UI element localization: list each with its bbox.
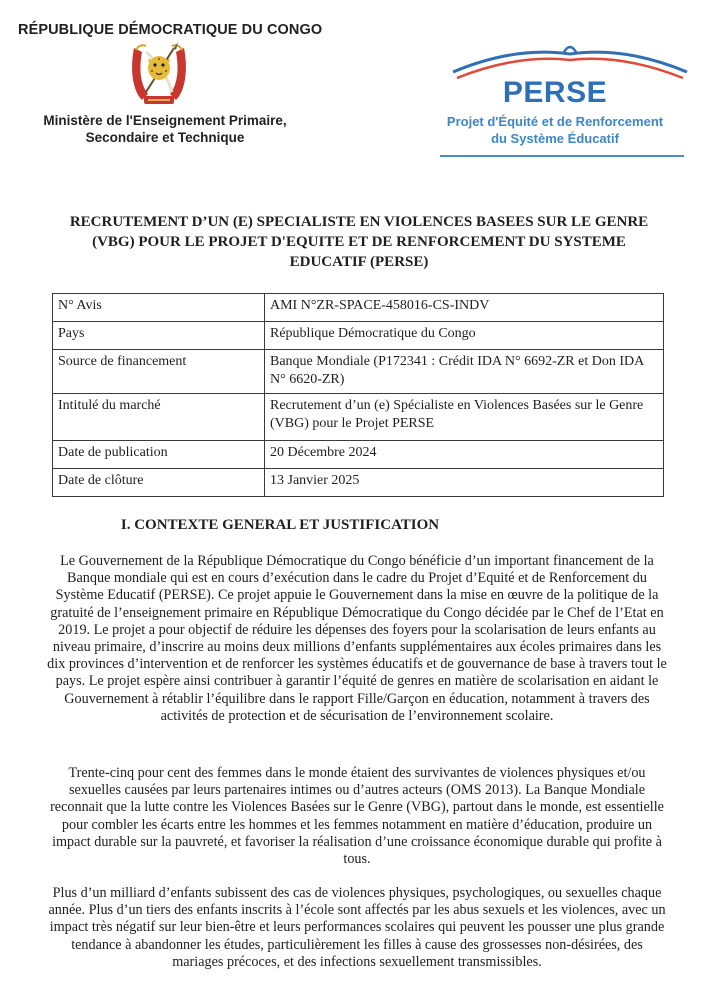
ministry-line-1: Ministère de l'Enseignement Primaire,	[43, 113, 287, 128]
row-value: AMI N°ZR-SPACE-458016-CS-INDV	[265, 294, 664, 322]
paragraph-children-violence: Plus d’un milliard d’enfants subissent des cas de violences physiques, psychologiques, ou sexuelles chaque année. Plus d’un tiers des enfants inscrits à l’école sont affectés par les abus sexuels et les violences, avec un impact très négatif sur leur bien-être et leurs performances scolaires qui peuvent les pousser une plus grande tendance à abandonner les études, particulièrement les filles à cause des grossesses non-désirées, des mariages précoces, et des infections sexuellement transmissibles.	[48, 885, 666, 970]
country-heading: RÉPUBLIQUE DÉMOCRATIQUE DU CONGO	[18, 22, 323, 38]
drc-coat-of-arms-icon	[128, 38, 190, 108]
table-row	[53, 294, 664, 322]
row-value: 20 Décembre 2024	[265, 441, 664, 469]
table-row	[53, 322, 664, 350]
notice-info-table	[52, 293, 664, 497]
row-value: Recrutement d’un (e) Spécialiste en Violences Basées sur le Genre (VBG) pour le Projet PERSE	[265, 394, 664, 441]
section-heading: I. CONTEXTE GENERAL ET JUSTIFICATION	[120, 517, 440, 533]
paragraph-context: Le Gouvernement de la République Démocratique du Congo bénéficie d’un important financement de la Banque mondiale qui est en cours d’exécution dans le cadre du Projet d’Equité et de Renforcement du Système Educatif (PERSE). Ce projet appuie le Gouvernement dans la mise en œuvre de la politique de la gratuité de l’enseignement primaire en République Démocratique du Congo décidée par le Chef de l’Etat en 2019. Le projet a pour objectif de réduire les dépenses des foyers pour la scolarisation de leurs enfants au niveau primaire, d’inscrire au moins deux millions d’enfants supplémentaires aux écoles primaires dans les dix provinces d’intervention et de renforcer les systèmes éducatifs et de gouvernance de base à travers tout le pays. Le projet espère ainsi contribuer à garantir l’équité de genres en matière de scolarisation en aidant le Gouvernement à rétablir l’équilibre dans le rapport Fille/Garçon en éducation, notamment à travers des activités de protection et de sécurisation de l’environnement scolaire.	[47, 553, 667, 724]
title-line-3: EDUCATIF (PERSE)	[289, 254, 429, 270]
table-row	[53, 350, 664, 394]
row-label: Date de publication	[53, 441, 265, 469]
paragraph-statistics: Trente-cinq pour cent des femmes dans le monde étaient des survivantes de violences physiques et/ou sexuelles causées par leurs partenaires intimes ou d’autres acteurs (OMS 2013). La Banque Mondiale reconnait que la lutte contre les Violences Basées sur le Genre (VBG), partout dans le monde, est essentielle pour combler les écarts entre les hommes et les femmes notamment en matière d’éducation, produire un impact durable sur la pauvreté, et favoriser la réalisation d’une croissance économique durable qui profite à tous.	[50, 765, 664, 868]
row-label: Pays	[53, 322, 265, 350]
row-label: Date de clôture	[53, 469, 265, 497]
header-divider	[440, 155, 684, 157]
perse-logo-name: PERSE	[502, 76, 608, 109]
ministry-line-2: Secondaire et Technique	[85, 130, 245, 145]
title-line-2: (VBG) POUR LE PROJET D'EQUITE ET DE RENFORCEMENT DU SYSTEME	[92, 234, 626, 250]
table-row	[53, 469, 664, 497]
title-line-1: RECRUTEMENT D’UN (E) SPECIALISTE EN VIOLENCES BASEES SUR LE GENRE	[69, 214, 649, 230]
row-label: Source de financement	[53, 350, 265, 394]
perse-subtitle-line-1: Projet d'Équité et de Renforcement	[446, 114, 664, 129]
row-label: N° Avis	[53, 294, 265, 322]
perse-logo-subtitle	[420, 113, 690, 147]
ministry-name	[30, 112, 300, 146]
table-row	[53, 394, 664, 441]
table-row	[53, 441, 664, 469]
row-label: Intitulé du marché	[53, 394, 265, 441]
row-value: République Démocratique du Congo	[265, 322, 664, 350]
perse-subtitle-line-2: du Système Éducatif	[491, 131, 619, 146]
document-title	[45, 212, 673, 272]
row-value: Banque Mondiale (P172341 : Crédit IDA N° 6692-ZR et Don IDA N° 6620-ZR)	[265, 350, 664, 394]
row-value: 13 Janvier 2025	[265, 469, 664, 497]
